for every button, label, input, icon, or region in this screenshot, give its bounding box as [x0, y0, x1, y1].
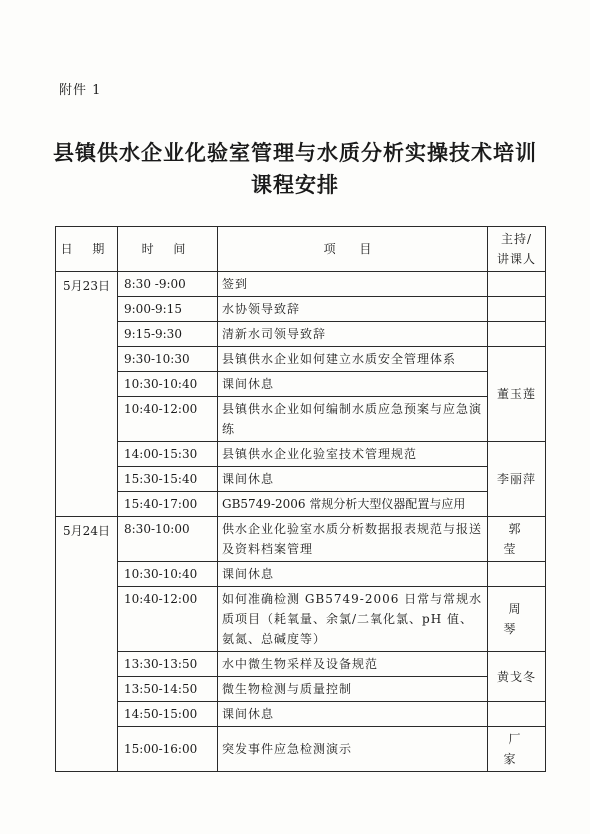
- document-title: 县镇供水企业化验室管理与水质分析实操技术培训: [53, 141, 537, 165]
- header-host-line2: 讲课人: [496, 252, 536, 266]
- item-cell: 签到: [218, 272, 488, 297]
- header-host-line1: 主持/: [500, 232, 533, 246]
- time-cell: 15:00-16:00: [118, 727, 218, 772]
- table-row: [56, 347, 546, 372]
- header-date: 日 期: [56, 227, 118, 272]
- host-cell: [488, 562, 546, 587]
- table-row: [56, 272, 546, 297]
- table-row: [56, 397, 546, 442]
- table-row: [56, 322, 546, 347]
- item-cell: GB5749-2006 常规分析大型仪器配置与应用: [218, 492, 488, 517]
- item-cell: 县镇供水企业如何编制水质应急预案与应急演练: [218, 397, 488, 442]
- table-row: [56, 702, 546, 727]
- table-row: [56, 517, 546, 562]
- host-cell: 周 琴: [488, 587, 546, 652]
- table-row: [56, 372, 546, 397]
- time-cell: 10:30-10:40: [118, 372, 218, 397]
- document-subtitle: 课程安排: [251, 173, 339, 197]
- table-row: [56, 442, 546, 467]
- table-row: [56, 677, 546, 702]
- time-cell: 15:30-15:40: [118, 467, 218, 492]
- item-cell: 水协领导致辞: [218, 297, 488, 322]
- header-host: [488, 227, 546, 272]
- table-row: [56, 297, 546, 322]
- attachment-label: 附件 1: [59, 83, 102, 98]
- host-cell: [488, 297, 546, 322]
- time-cell: 14:50-15:00: [118, 702, 218, 727]
- time-cell: 15:40-17:00: [118, 492, 218, 517]
- time-cell: 8:30-10:00: [118, 517, 218, 562]
- host-cell: 李丽萍: [488, 442, 546, 517]
- time-cell: 10:40-12:00: [118, 587, 218, 652]
- item-cell: 课间休息: [218, 702, 488, 727]
- table-row: [56, 562, 546, 587]
- item-cell: 微生物检测与质量控制: [218, 677, 488, 702]
- host-cell: [488, 322, 546, 347]
- host-cell: 黄戈冬: [488, 652, 546, 702]
- item-cell: 水中微生物采样及设备规范: [218, 652, 488, 677]
- item-cell: 县镇供水企业化验室技术管理规范: [218, 442, 488, 467]
- table-row: [56, 492, 546, 517]
- item-cell: 课间休息: [218, 372, 488, 397]
- host-cell: [488, 702, 546, 727]
- date-cell: 5月23日: [56, 272, 118, 517]
- host-cell: [488, 272, 546, 297]
- header-item: 项 目: [218, 227, 488, 272]
- item-cell: 课间休息: [218, 467, 488, 492]
- item-cell: 课间休息: [218, 562, 488, 587]
- time-cell: 10:40-12:00: [118, 397, 218, 442]
- time-cell: 13:30-13:50: [118, 652, 218, 677]
- table-row: [56, 727, 546, 772]
- time-cell: 13:50-14:50: [118, 677, 218, 702]
- host-cell: 厂 家: [488, 727, 546, 772]
- host-cell: 董玉莲: [488, 347, 546, 442]
- table-row: [56, 467, 546, 492]
- time-cell: 8:30 -9:00: [118, 272, 218, 297]
- date-cell: 5月24日: [56, 517, 118, 772]
- time-cell: 14:00-15:30: [118, 442, 218, 467]
- item-cell: 突发事件应急检测演示: [218, 727, 488, 772]
- table-row: [56, 587, 546, 652]
- table-header-row: [56, 227, 546, 272]
- schedule-table: [55, 226, 546, 772]
- time-cell: 9:30-10:30: [118, 347, 218, 372]
- item-cell: 县镇供水企业如何建立水质安全管理体系: [218, 347, 488, 372]
- time-cell: 10:30-10:40: [118, 562, 218, 587]
- item-cell: 供水企业化验室水质分析数据报表规范与报送及资料档案管理: [218, 517, 488, 562]
- time-cell: 9:15-9:30: [118, 322, 218, 347]
- item-cell: 如何准确检测 GB5749-2006 日常与常规水质项目（耗氧量、余氯/二氧化氯、pH 值、氨氮、总碱度等）: [218, 587, 488, 652]
- host-cell: 郭 莹: [488, 517, 546, 562]
- item-cell: 清新水司领导致辞: [218, 322, 488, 347]
- header-time: 时 间: [118, 227, 218, 272]
- table-row: [56, 652, 546, 677]
- time-cell: 9:00-9:15: [118, 297, 218, 322]
